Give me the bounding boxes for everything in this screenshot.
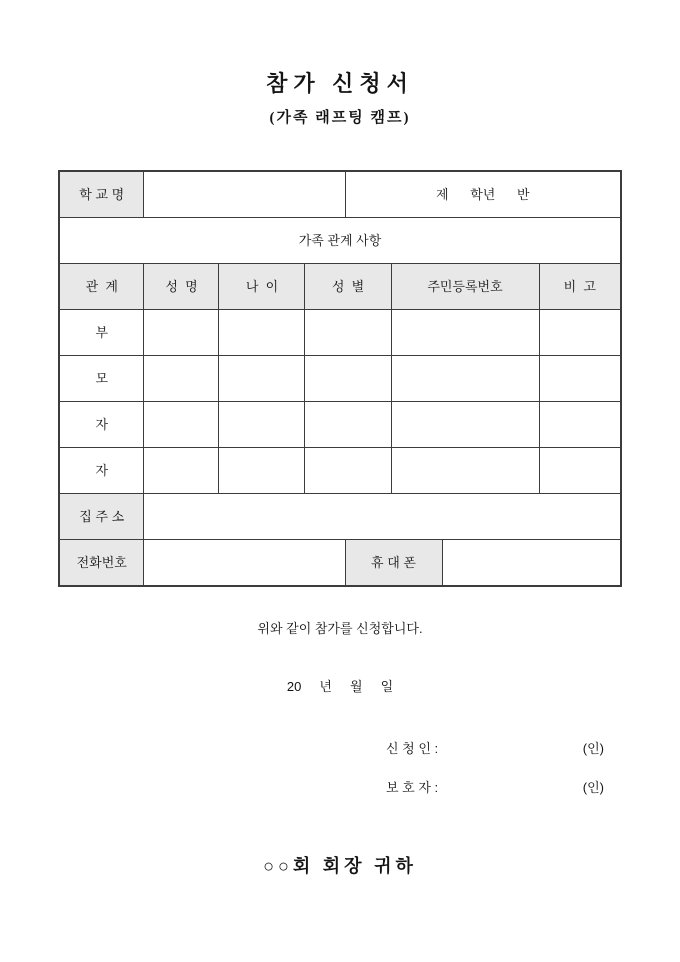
school-name-input-cell[interactable] xyxy=(144,171,345,218)
name-input-cell[interactable] xyxy=(144,356,219,402)
resident-id-input-cell[interactable] xyxy=(391,448,539,494)
age-input-cell[interactable] xyxy=(219,402,305,448)
resident-id-input-cell[interactable] xyxy=(391,356,539,402)
note-input-cell[interactable] xyxy=(539,356,621,402)
table-row-father xyxy=(59,310,621,356)
col-header-gender: 성 별 xyxy=(305,264,391,310)
mobile-label: 휴 대 폰 xyxy=(345,540,442,587)
recipient-line: ○○회 회장 귀하 xyxy=(263,856,417,876)
note-input-cell[interactable] xyxy=(539,448,621,494)
col-header-age: 나 이 xyxy=(219,264,305,310)
gender-input-cell[interactable] xyxy=(305,356,391,402)
col-header-note: 비 고 xyxy=(539,264,621,310)
col-header-resident-id: 주민등록번호 xyxy=(391,264,539,310)
name-input-cell[interactable] xyxy=(144,448,219,494)
date-line: 20 년 월 일 xyxy=(286,679,394,694)
gender-input-cell[interactable] xyxy=(305,448,391,494)
name-input-cell[interactable] xyxy=(144,402,219,448)
address-label: 집 주 소 xyxy=(59,494,144,540)
note-input-cell[interactable] xyxy=(539,402,621,448)
age-input-cell[interactable] xyxy=(219,310,305,356)
col-header-name: 성 명 xyxy=(144,264,219,310)
family-section-label: 가족 관계 사항 xyxy=(59,218,621,264)
table-header-row xyxy=(59,264,621,310)
gender-input-cell[interactable] xyxy=(305,310,391,356)
applicant-label: 신 청 인 : xyxy=(386,741,439,756)
applicant-signature-row xyxy=(386,741,604,757)
guardian-signature-row xyxy=(386,780,604,796)
address-row xyxy=(59,494,621,540)
guardian-seal-mark: (인) xyxy=(582,780,604,795)
mobile-input-cell[interactable] xyxy=(442,540,621,587)
relation-label: 자 xyxy=(59,448,144,494)
signature-block xyxy=(386,741,604,796)
phone-row xyxy=(59,540,621,587)
page-title: 참가 신청서 xyxy=(266,71,414,96)
resident-id-input-cell[interactable] xyxy=(391,310,539,356)
page-subtitle: (가족 래프팅 캠프) xyxy=(269,110,411,126)
resident-id-input-cell[interactable] xyxy=(391,402,539,448)
age-input-cell[interactable] xyxy=(219,448,305,494)
school-name-label: 학 교 명 xyxy=(59,171,144,218)
table-row-mother xyxy=(59,356,621,402)
declaration-text: 위와 같이 참가를 신청합니다. xyxy=(257,621,423,636)
age-input-cell[interactable] xyxy=(219,356,305,402)
col-header-relation: 관 계 xyxy=(59,264,144,310)
address-input-cell[interactable] xyxy=(144,494,621,540)
table-row-child1 xyxy=(59,402,621,448)
guardian-label: 보 호 자 : xyxy=(386,780,439,795)
family-section-row xyxy=(59,218,621,264)
relation-label: 자 xyxy=(59,402,144,448)
relation-label: 모 xyxy=(59,356,144,402)
note-input-cell[interactable] xyxy=(539,310,621,356)
application-form-table xyxy=(58,170,622,587)
name-input-cell[interactable] xyxy=(144,310,219,356)
table-row-child2 xyxy=(59,448,621,494)
gender-input-cell[interactable] xyxy=(305,402,391,448)
grade-class-label[interactable]: 제 학년 반 xyxy=(345,171,621,218)
applicant-seal-mark: (인) xyxy=(582,741,604,756)
phone-input-cell[interactable] xyxy=(144,540,345,587)
phone-label: 전화번호 xyxy=(59,540,144,587)
relation-label: 부 xyxy=(59,310,144,356)
school-row xyxy=(59,171,621,218)
